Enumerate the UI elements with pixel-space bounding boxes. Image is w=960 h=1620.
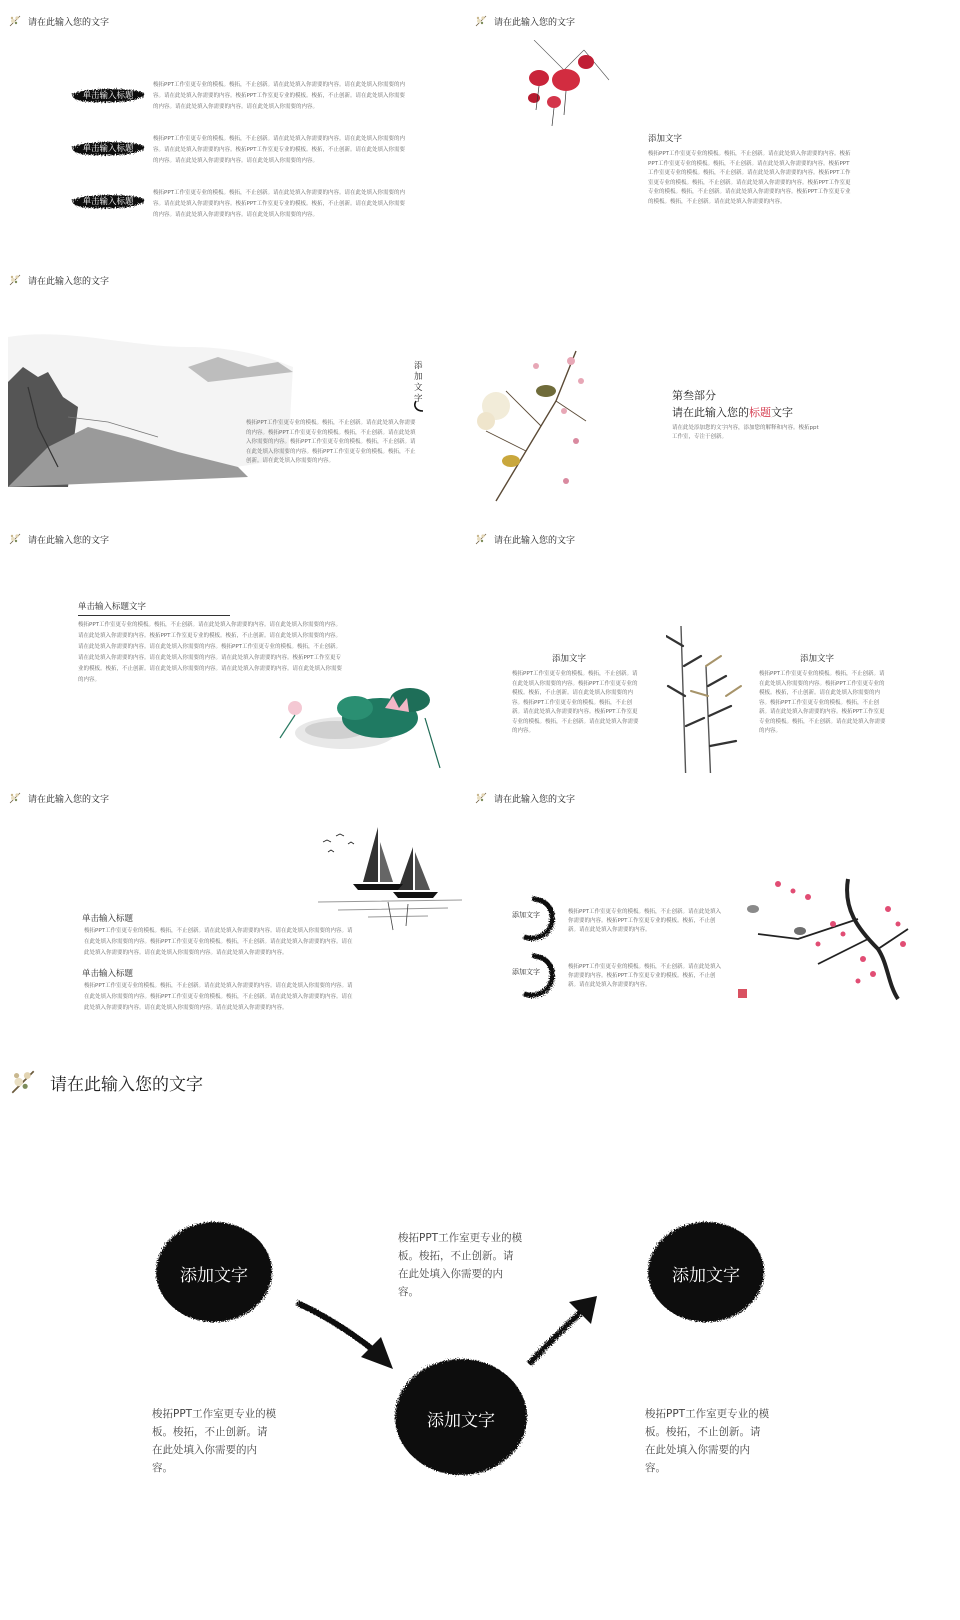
paragraph: 梭拓PPT工作室更专业的模板。梭拓，不止创新。请在此处填入你需要的内容。请在此处填入你需要的内容。请在此处填入你需要的内容。梭拓PPT工作室更专业的模板。梭拓，不止创新。请在此处填入你需要的内容。请在此处填入你需要的内容。请在此处填入你需要的内容。	[153, 82, 405, 110]
slide-9	[0, 1037, 960, 1620]
paragraph: 梭拓PPT工作室更专业的模板。梭拓，不止创新。请在此处填入你需要的内容。梭拓PPT工作室更专业的模板。梭拓，不止创新。请在此处填入你需要的内容。梭拓PPT工作室更专业的模板。梭拓，不止创新。请在此处填入你需要的内容。梭拓PPT工作室更专业的模板。梭拓，不止创新。请在此处填入你需要的内容。梭拓PPT工作室更专业的模板。梭拓，不止创新。请在此处填入你需要的内容。梭拓PPT工作室更专业的模板。梭拓，不止创新。请在此处填入你需要的内容。	[648, 151, 851, 205]
section-title: 添加文字	[648, 134, 683, 144]
section-title: 添加文字	[800, 654, 835, 664]
flower-icon	[8, 532, 22, 546]
paragraph: 梭拓PPT工作室更专业的模板。梭拓，不止创新。请在此处填入你需要的内容。	[152, 1408, 277, 1474]
flower-icon	[474, 791, 488, 805]
magnolia-birds-illustration	[466, 341, 591, 506]
badge-label: 单击输入标题	[82, 144, 134, 154]
slide-5	[0, 518, 462, 773]
paragraph: 梭拓PPT工作室更专业的模板。梭拓，不止创新。请在此处填入你需要的内容。梭拓PPT工作室更专业的模板。梭拓，不止创新。请在此处填入你需要的内容。梭拓PPT工作室更专业的模板。梭拓，不止创新。请在此处填入你需要的内容。梭拓PPT工作室更专业的模板。梭拓，不止创新。请在此处填入你需要的内容。	[759, 671, 886, 734]
paragraph: 梭拓PPT工作室更专业的模板。梭拓，不止创新。请在此处填入你需要的内容。梭拓PPT工作室更专业的模板。梭拓，不止创新。请在此处填入你需要的内容。	[568, 964, 721, 988]
badge-label: 添加文字	[512, 911, 540, 919]
slide-header	[8, 791, 109, 805]
ink-circle-left[interactable]	[148, 1217, 280, 1327]
sailboats-illustration	[318, 822, 462, 932]
ink-bracket-icon	[413, 399, 427, 413]
section-title: 单击输入标题	[82, 969, 134, 979]
paragraph: 梭拓PPT工作室更专业的模板。梭拓，不止创新。请在此处填入你需要的内容。梭拓PPT工作室更专业的模板。梭拓，不止创新。请在此处填入你需要的内容。梭拓PPT工作室更专业的模板。梭拓，不止创新。请在此处填入你需要的内容。梭拓PPT工作室更专业的模板。梭拓，不止创新。请在此处填入你需要的内容。	[512, 671, 639, 734]
plum-blossom-illustration	[738, 869, 918, 1004]
ink-circle-right[interactable]	[640, 1217, 772, 1327]
part-label: 第叁部分	[672, 389, 716, 402]
paragraph: 梭拓PPT工作室更专业的模板。梭拓，不止创新。请在此处填入你需要的内容。梭拓PPT工作室更专业的模板。梭拓，不止创新。请在此处填入你需要的内容。梭拓PPT工作室更专业的模板。梭拓，不止创新。请在此处填入你需要的内容。梭拓PPT工作室更专业的模板。梭拓，不止创新。请在此处填入你需要的内容。	[246, 420, 416, 464]
slide-header	[474, 532, 575, 546]
paragraph: 梭拓PPT工作室更专业的模板。梭拓，不止创新。请在此处填入你需要的内容。请在此处填入你需要的内容。请在此处填入你需要的内容。梭拓PPT工作室更专业的模板。梭拓，不止创新。请在此处填入你需要的内容。请在此处填入你需要的内容。请在此处填入你需要的内容。	[153, 190, 405, 218]
badge-label: 单击输入标题	[82, 91, 134, 101]
subtitle: 请在此处添加您的文字内容，添加您的解释和内容。梭拓ppt工作室，专注于创新。	[672, 425, 819, 440]
paragraph: 梭拓PPT工作室更专业的模板。梭拓，不止创新。请在此处填入你需要的内容。	[398, 1232, 523, 1298]
slide-header	[474, 14, 575, 28]
paragraph: 梭拓PPT工作室更专业的模板。梭拓，不止创新。请在此处填入你需要的内容。	[645, 1408, 770, 1474]
flower-icon	[8, 1067, 38, 1097]
heading-text: 文字	[771, 406, 793, 419]
slide-3	[0, 259, 462, 514]
title-underline	[78, 615, 230, 616]
title-badge[interactable]	[70, 139, 146, 157]
slide-6	[466, 518, 928, 773]
paragraph: 梭拓PPT工作室更专业的模板。梭拓，不止创新。请在此处填入你需要的内容。请在此处填入你需要的内容。请在此处填入你需要的内容。梭拓PPT工作室更专业的模板。梭拓，不止创新。请在此处填入你需要的内容。请在此处填入你需要的内容。请在此处填入你需要的内容。请在此处填入你需要的内容。	[84, 928, 353, 956]
bamboo-illustration	[666, 626, 746, 773]
slide-header	[8, 1067, 203, 1097]
ink-circle-center[interactable]	[382, 1352, 540, 1482]
paragraph: 梭拓PPT工作室更专业的模板。梭拓，不止创新。请在此处填入你需要的内容。梭拓PPT工作室更专业的模板。梭拓，不止创新。请在此处填入你需要的内容。	[568, 909, 721, 933]
red-lanterns-illustration	[524, 40, 614, 130]
ink-ring-badge[interactable]	[508, 895, 556, 943]
slide-1	[0, 0, 462, 255]
slide-8	[466, 777, 928, 1032]
slide-header	[8, 14, 109, 28]
circle-label: 添加文字	[672, 1266, 740, 1286]
ink-arrow-icon	[295, 1295, 405, 1375]
lotus-pond-illustration	[275, 678, 445, 773]
paragraph: 梭拓PPT工作室更专业的模板。梭拓，不止创新。请在此处填入你需要的内容。请在此处填入你需要的内容。请在此处填入你需要的内容。梭拓PPT工作室更专业的模板。梭拓，不止创新。请在此处填入你需要的内容。请在此处填入你需要的内容。请在此处填入你需要的内容。	[153, 136, 405, 164]
slide-title: 请在此输入您的文字	[494, 535, 576, 546]
slide-title: 请在此输入您的文字	[28, 276, 110, 287]
vertical-label: 添加文字	[414, 361, 423, 404]
slide-4	[466, 259, 928, 514]
paragraph: 梭拓PPT工作室更专业的模板。梭拓，不止创新。请在此处填入你需要的内容。请在此处填入你需要的内容。请在此处填入你需要的内容。梭拓PPT工作室更专业的模板。梭拓，不止创新。请在此处填入你需要的内容。请在此处填入你需要的内容。请在此处填入你需要的内容。请在此处填入你需要的内容。	[84, 983, 353, 1011]
slide-title: 请在此输入您的文字	[50, 1074, 203, 1095]
flower-icon	[8, 14, 22, 28]
slide-title: 请在此输入您的文字	[28, 794, 110, 805]
ink-landscape-illustration	[8, 327, 293, 492]
flower-icon	[8, 791, 22, 805]
slide-heading	[672, 404, 793, 420]
heading-highlight: 标题	[749, 406, 771, 419]
paragraph: 梭拓PPT工作室更专业的模板。梭拓，不止创新。请在此处填入你需要的内容。请在此处填入你需要的内容。请在此处填入你需要的内容。梭拓PPT工作室更专业的模板。梭拓，不止创新。请在此处填入你需要的内容。请在此处填入你需要的内容。请在此处填入你需要的内容。梭拓PPT工作室更专业的模板。梭拓，不止创新。请在此处填入你需要的内容。请在此处填入你需要的内容。请在此处填入你需要的内容。梭拓PPT工作室更专业的模板。梭拓，不止创新。请在此处填入你需要的内容。请在此处填入你需要的内容。请在此处填入你需要的内容。	[78, 622, 343, 683]
slide-7	[0, 777, 462, 1032]
flower-icon	[8, 273, 22, 287]
ink-arrow-icon	[525, 1292, 605, 1372]
heading-text: 请在此输入您的	[672, 406, 749, 419]
slide-title: 请在此输入您的文字	[28, 535, 110, 546]
slide-2	[466, 0, 928, 255]
slide-title: 请在此输入您的文字	[494, 17, 576, 28]
flower-icon	[474, 532, 488, 546]
ink-ring-badge[interactable]	[508, 952, 556, 1000]
slide-header	[474, 791, 575, 805]
flower-icon	[474, 14, 488, 28]
circle-label: 添加文字	[427, 1411, 495, 1431]
section-title: 单击输入标题	[82, 914, 134, 924]
title-badge[interactable]	[70, 86, 146, 104]
badge-label: 单击输入标题	[82, 197, 134, 207]
circle-label: 添加文字	[180, 1266, 248, 1286]
badge-label: 添加文字	[512, 968, 540, 976]
slide-title: 请在此输入您的文字	[28, 17, 110, 28]
slide-header	[8, 532, 109, 546]
slide-title: 请在此输入您的文字	[494, 794, 576, 805]
section-title: 添加文字	[552, 654, 587, 664]
slide-header	[8, 273, 109, 287]
title-badge[interactable]	[70, 192, 146, 210]
section-title: 单击输入标题文字	[78, 602, 147, 612]
